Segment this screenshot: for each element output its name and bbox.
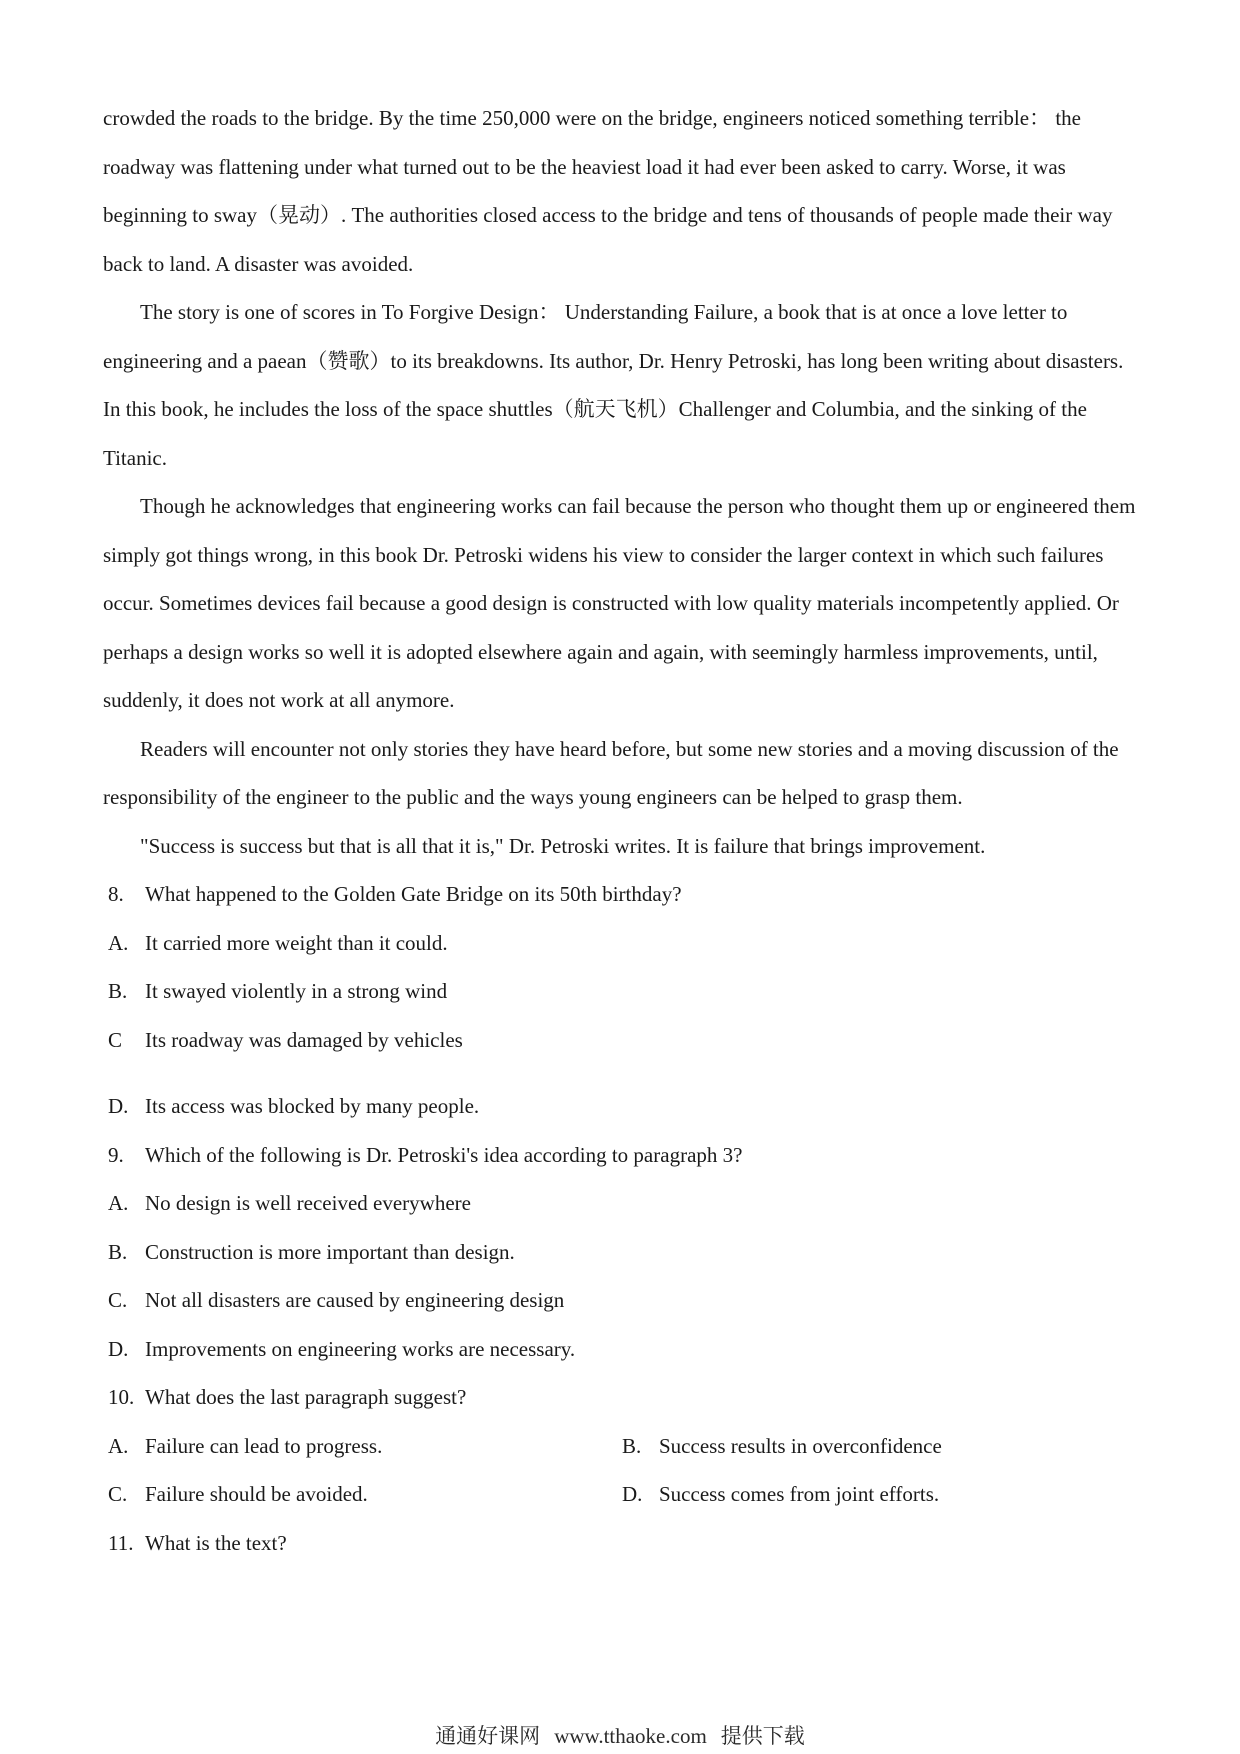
question-9-option-b xyxy=(103,1228,1138,1277)
question-8-option-d-letter: D. xyxy=(108,1094,129,1118)
question-10-text: What does the last paragraph suggest? xyxy=(145,1385,467,1409)
question-10-option-c-letter: C. xyxy=(108,1482,128,1506)
page-footer xyxy=(0,1720,1240,1750)
question-9-option-c-letter: C. xyxy=(108,1288,128,1312)
question-9-option-d xyxy=(103,1325,1138,1374)
question-9-option-c-text: Not all disasters are caused by engineering design xyxy=(145,1288,565,1312)
passage-paragraph-2: The story is one of scores in To Forgive Design： Understanding Failure, a book that is at once a love letter to engineering and a paean（赞歌）to its breakdowns. Its author, Dr. Henry Petroski, has long been writing about disasters. In this book, he includes the loss of the space shuttles（航天飞机）Challenger and Columbia, and the sinking of the Titanic. xyxy=(103,300,1124,470)
question-10-option-a xyxy=(108,1422,622,1471)
question-11-text: What is the text? xyxy=(145,1530,287,1555)
question-10-options-row-2 xyxy=(103,1470,1138,1519)
question-8-option-c-letter: C xyxy=(108,1027,123,1052)
question-10-option-b-letter: B. xyxy=(622,1433,642,1458)
question-10-option-d-letter: D. xyxy=(622,1482,643,1506)
question-9 xyxy=(103,1131,1138,1180)
question-9-option-b-text: Construction is more important than design. xyxy=(145,1239,515,1264)
question-8 xyxy=(103,870,1138,919)
question-10-option-d-text: Success comes from joint efforts. xyxy=(659,1482,940,1506)
question-8-option-b-letter: B. xyxy=(108,979,128,1003)
question-9-option-d-letter: D. xyxy=(108,1336,129,1361)
footer-download-note: 提供下载 xyxy=(720,1724,805,1748)
question-11 xyxy=(103,1519,1138,1568)
passage-paragraph-1: crowded the roads to the bridge. By the time 250,000 were on the bridge, engineers noticed something terrible： the roadway was flattening under what turned out to be the heaviest load it had ever been asked to carry. Worse, it was beginning to sway（晃动）. The authorities closed access to the bridge and tens of thousands of people made their way back to land. A disaster was avoided. xyxy=(103,106,1113,276)
footer-site-url: www.tthaoke.com xyxy=(554,1724,707,1748)
question-9-text: Which of the following is Dr. Petroski's idea according to paragraph 3? xyxy=(145,1142,743,1167)
passage-paragraph-3: Though he acknowledges that engineering works can fail because the person who thought them up or engineered them simply got things wrong, in this book Dr. Petroski widens his view to consider the larger context in which such failures occur. Sometimes devices fail because a good design is constructed with low quality materials incompetently applied. Or perhaps a design works so well it is adopted elsewhere again and again, with seemingly harmless improvements, until, suddenly, it does not work at all anymore. xyxy=(103,494,1136,712)
question-8-option-c-text: Its roadway was damaged by vehicles xyxy=(145,1027,463,1052)
reading-passage xyxy=(103,94,1138,870)
question-8-option-a-text: It carried more weight than it could. xyxy=(145,930,448,955)
question-10 xyxy=(103,1373,1138,1422)
footer-site-name: 通通好课网 xyxy=(435,1724,541,1748)
passage-paragraph-5: "Success is success but that is all that it is," Dr. Petroski writes. It is failure that brings improvement. xyxy=(140,833,986,858)
question-9-option-d-text: Improvements on engineering works are necessary. xyxy=(145,1336,576,1361)
question-10-option-a-text: Failure can lead to progress. xyxy=(145,1433,383,1458)
question-8-option-b xyxy=(103,967,1138,1016)
question-9-option-b-letter: B. xyxy=(108,1239,128,1264)
question-10-options-row-1 xyxy=(103,1422,1138,1471)
question-8-number: 8. xyxy=(108,882,124,906)
question-10-option-d xyxy=(622,1470,1138,1519)
question-8-option-b-text: It swayed violently in a strong wind xyxy=(145,979,448,1003)
question-10-option-b xyxy=(622,1422,1138,1471)
question-11-number: 11. xyxy=(108,1530,134,1555)
question-8-option-a-letter: A. xyxy=(108,930,129,955)
question-8-option-d xyxy=(103,1082,1138,1131)
passage-paragraph-4: Readers will encounter not only stories they have heard before, but some new stories and a moving discussion of the responsibility of the engineer to the public and the ways young engineers can be helped to grasp them. xyxy=(103,736,1119,809)
question-10-option-a-letter: A. xyxy=(108,1433,129,1458)
question-8-option-a xyxy=(103,919,1138,968)
question-8-option-d-text: Its access was blocked by many people. xyxy=(145,1094,480,1118)
question-8-text: What happened to the Golden Gate Bridge on its 50th birthday? xyxy=(145,882,682,906)
question-10-option-c xyxy=(108,1470,622,1519)
question-9-option-a-letter: A. xyxy=(108,1191,129,1215)
question-8-option-c xyxy=(103,1016,1138,1065)
question-9-option-a-text: No design is well received everywhere xyxy=(145,1191,471,1215)
question-9-option-a xyxy=(103,1179,1138,1228)
question-9-option-c xyxy=(103,1276,1138,1325)
question-10-option-c-text: Failure should be avoided. xyxy=(145,1482,368,1506)
question-9-number: 9. xyxy=(108,1142,124,1167)
question-10-number: 10. xyxy=(108,1385,135,1409)
questions-section xyxy=(103,870,1138,1567)
page-content xyxy=(103,94,1138,1567)
question-10-option-b-text: Success results in overconfidence xyxy=(659,1433,942,1458)
